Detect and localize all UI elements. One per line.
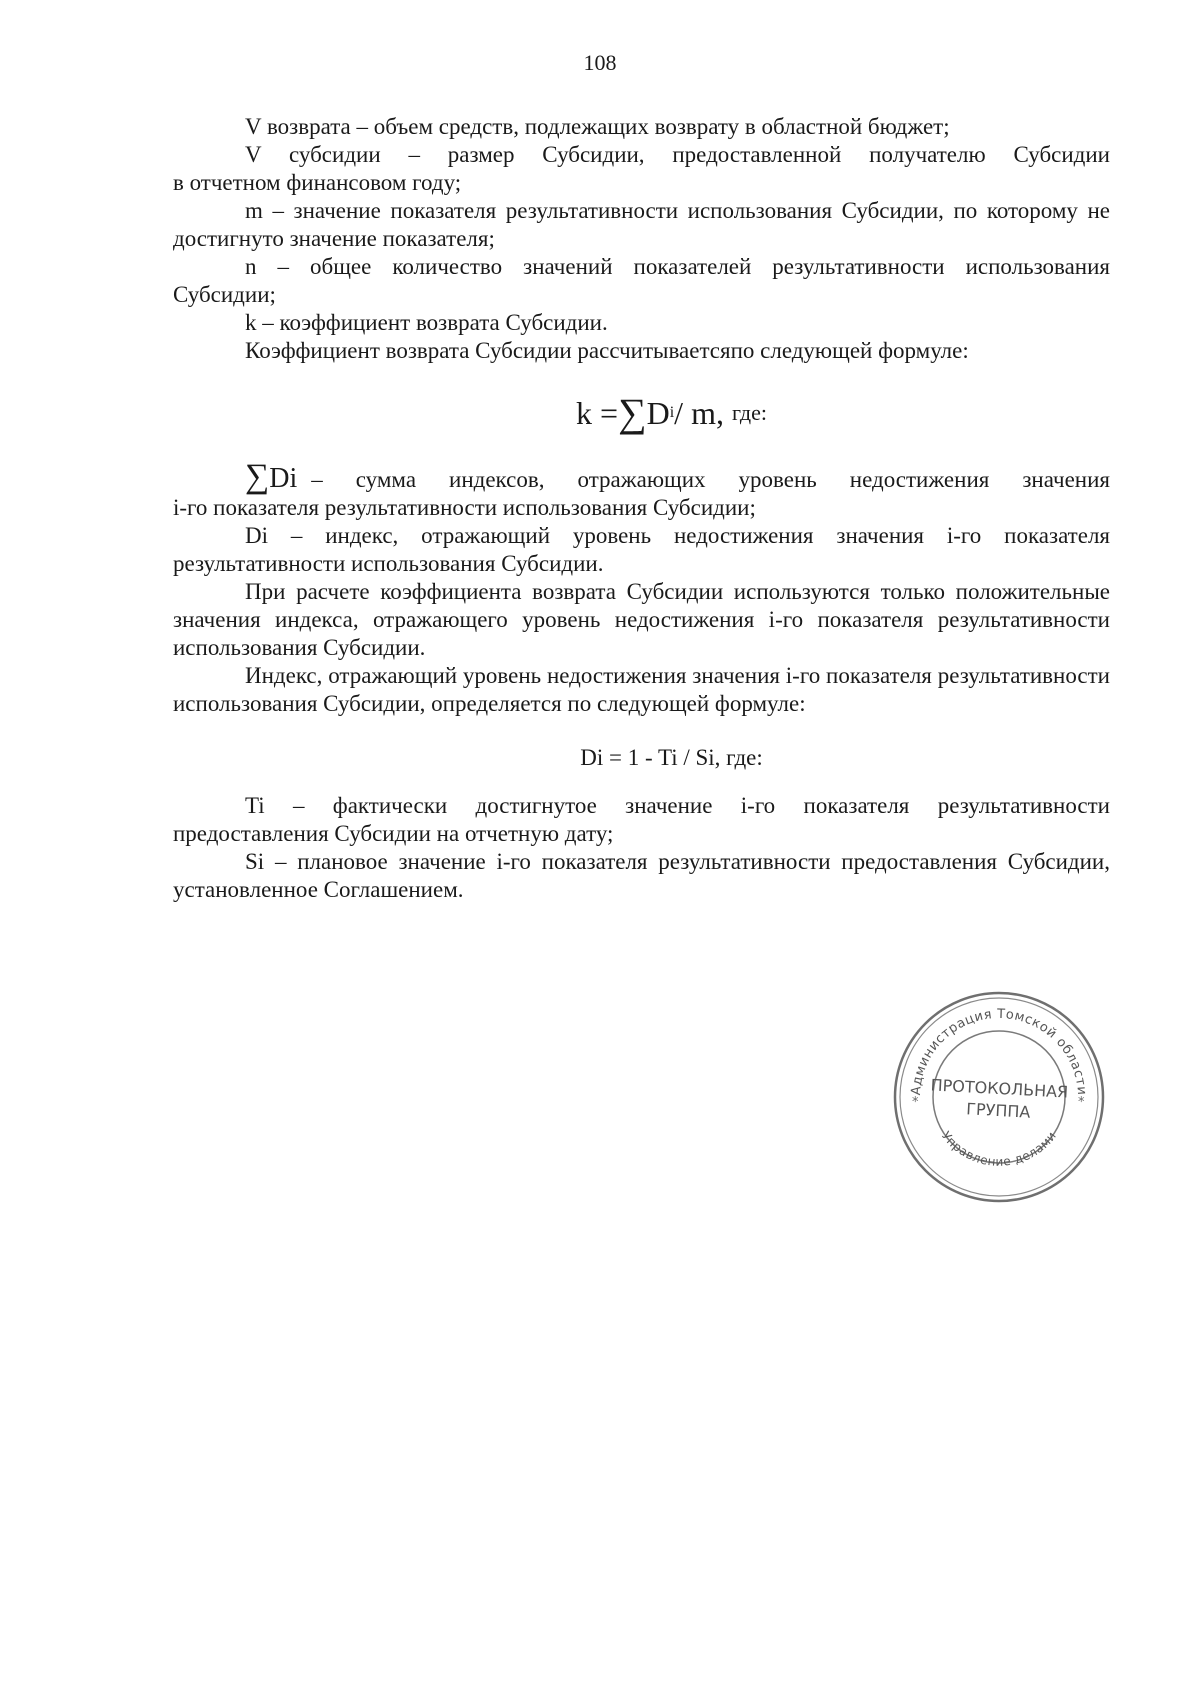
formula-k-rest: / m, — [674, 395, 724, 431]
svg-text:Управление делами — [939, 1129, 1059, 1169]
stamp-inner-text: Управление делами — [938, 1128, 1060, 1169]
formula-di: Di = 1 - Ti / Si, где: — [580, 745, 763, 770]
paragraph-m-definition: m – значение показателя результативности использования Субсидии, по которому не достигнуто значение показателя; — [173, 198, 1110, 251]
formula-k-subscript: i — [669, 404, 675, 421]
paragraph-v-return: V возврата – объем средств, подлежащих возврату в областной бюджет; — [245, 114, 950, 139]
formula-k-var: D — [646, 395, 670, 431]
sigma-symbol: ∑ — [618, 390, 647, 435]
paragraph-di-formula-intro: Индекс, отражающий уровень недостижения значения i-го показателя результативности использования Субсидии, определяется по следующей формуле: — [173, 663, 1110, 716]
formula-k-lhs: k = — [576, 395, 619, 431]
paragraph-k-definition: k – коэффициент возврата Субсидии. — [245, 310, 608, 335]
page-number: 108 — [583, 50, 617, 75]
paragraph-sum-di — [173, 458, 1110, 495]
formula-k-where: где: — [731, 400, 767, 425]
sum-di-var: Di — [269, 463, 298, 494]
paragraph-di-definition: Di – индекс, отражающий уровень недостижения значения i-го показателя результативности использования Субсидии. — [173, 523, 1110, 576]
stamp-star-left: * — [912, 1095, 919, 1110]
stamp-center-line1: ПРОТОКОЛЬНАЯ — [930, 1075, 1069, 1102]
paragraph-v-subsidy-line2: в отчетном финансовом году; — [173, 170, 462, 195]
paragraph-n-definition: n – общее количество значений показателей результативности использования Субсидии; — [173, 254, 1110, 307]
official-stamp — [890, 988, 1108, 1206]
paragraph-si-definition: Si – плановое значение i-го показателя результативности предоставления Субсидии, установленное Соглашением. — [173, 849, 1110, 902]
paragraph-ti-definition: Ti – фактически достигнутое значение i-го показателя результативности предоставления Субсидии на отчетную дату; — [173, 793, 1110, 846]
stamp-outer-text: Администрация Томской области — [908, 1006, 1090, 1096]
paragraph-k-formula-intro: Коэффициент возврата Субсидии рассчитываетсяпо следующей формуле: — [245, 338, 969, 363]
document-body — [173, 113, 1110, 904]
stamp-star-right: * — [1078, 1095, 1085, 1110]
paragraph-positive-values: При расчете коэффициента возврата Субсидии используются только положительные значения индекса, отражающего уровень недостижения i-го показателя результативности использования Субсидии. — [173, 579, 1110, 660]
sigma-symbol: ∑ — [245, 458, 270, 495]
sum-di-description: – сумма индексов, отражающих уровень недостижения значения — [311, 467, 1110, 492]
stamp-center-line2: ГРУППА — [965, 1099, 1031, 1122]
paragraph-v-subsidy-line1: V субсидии – размер Субсидии, предоставленной получателю Субсидии — [245, 142, 1110, 167]
paragraph-sum-di-line2: i-го показателя результативности использования Субсидии; — [173, 495, 756, 520]
formula-k — [173, 365, 1110, 461]
